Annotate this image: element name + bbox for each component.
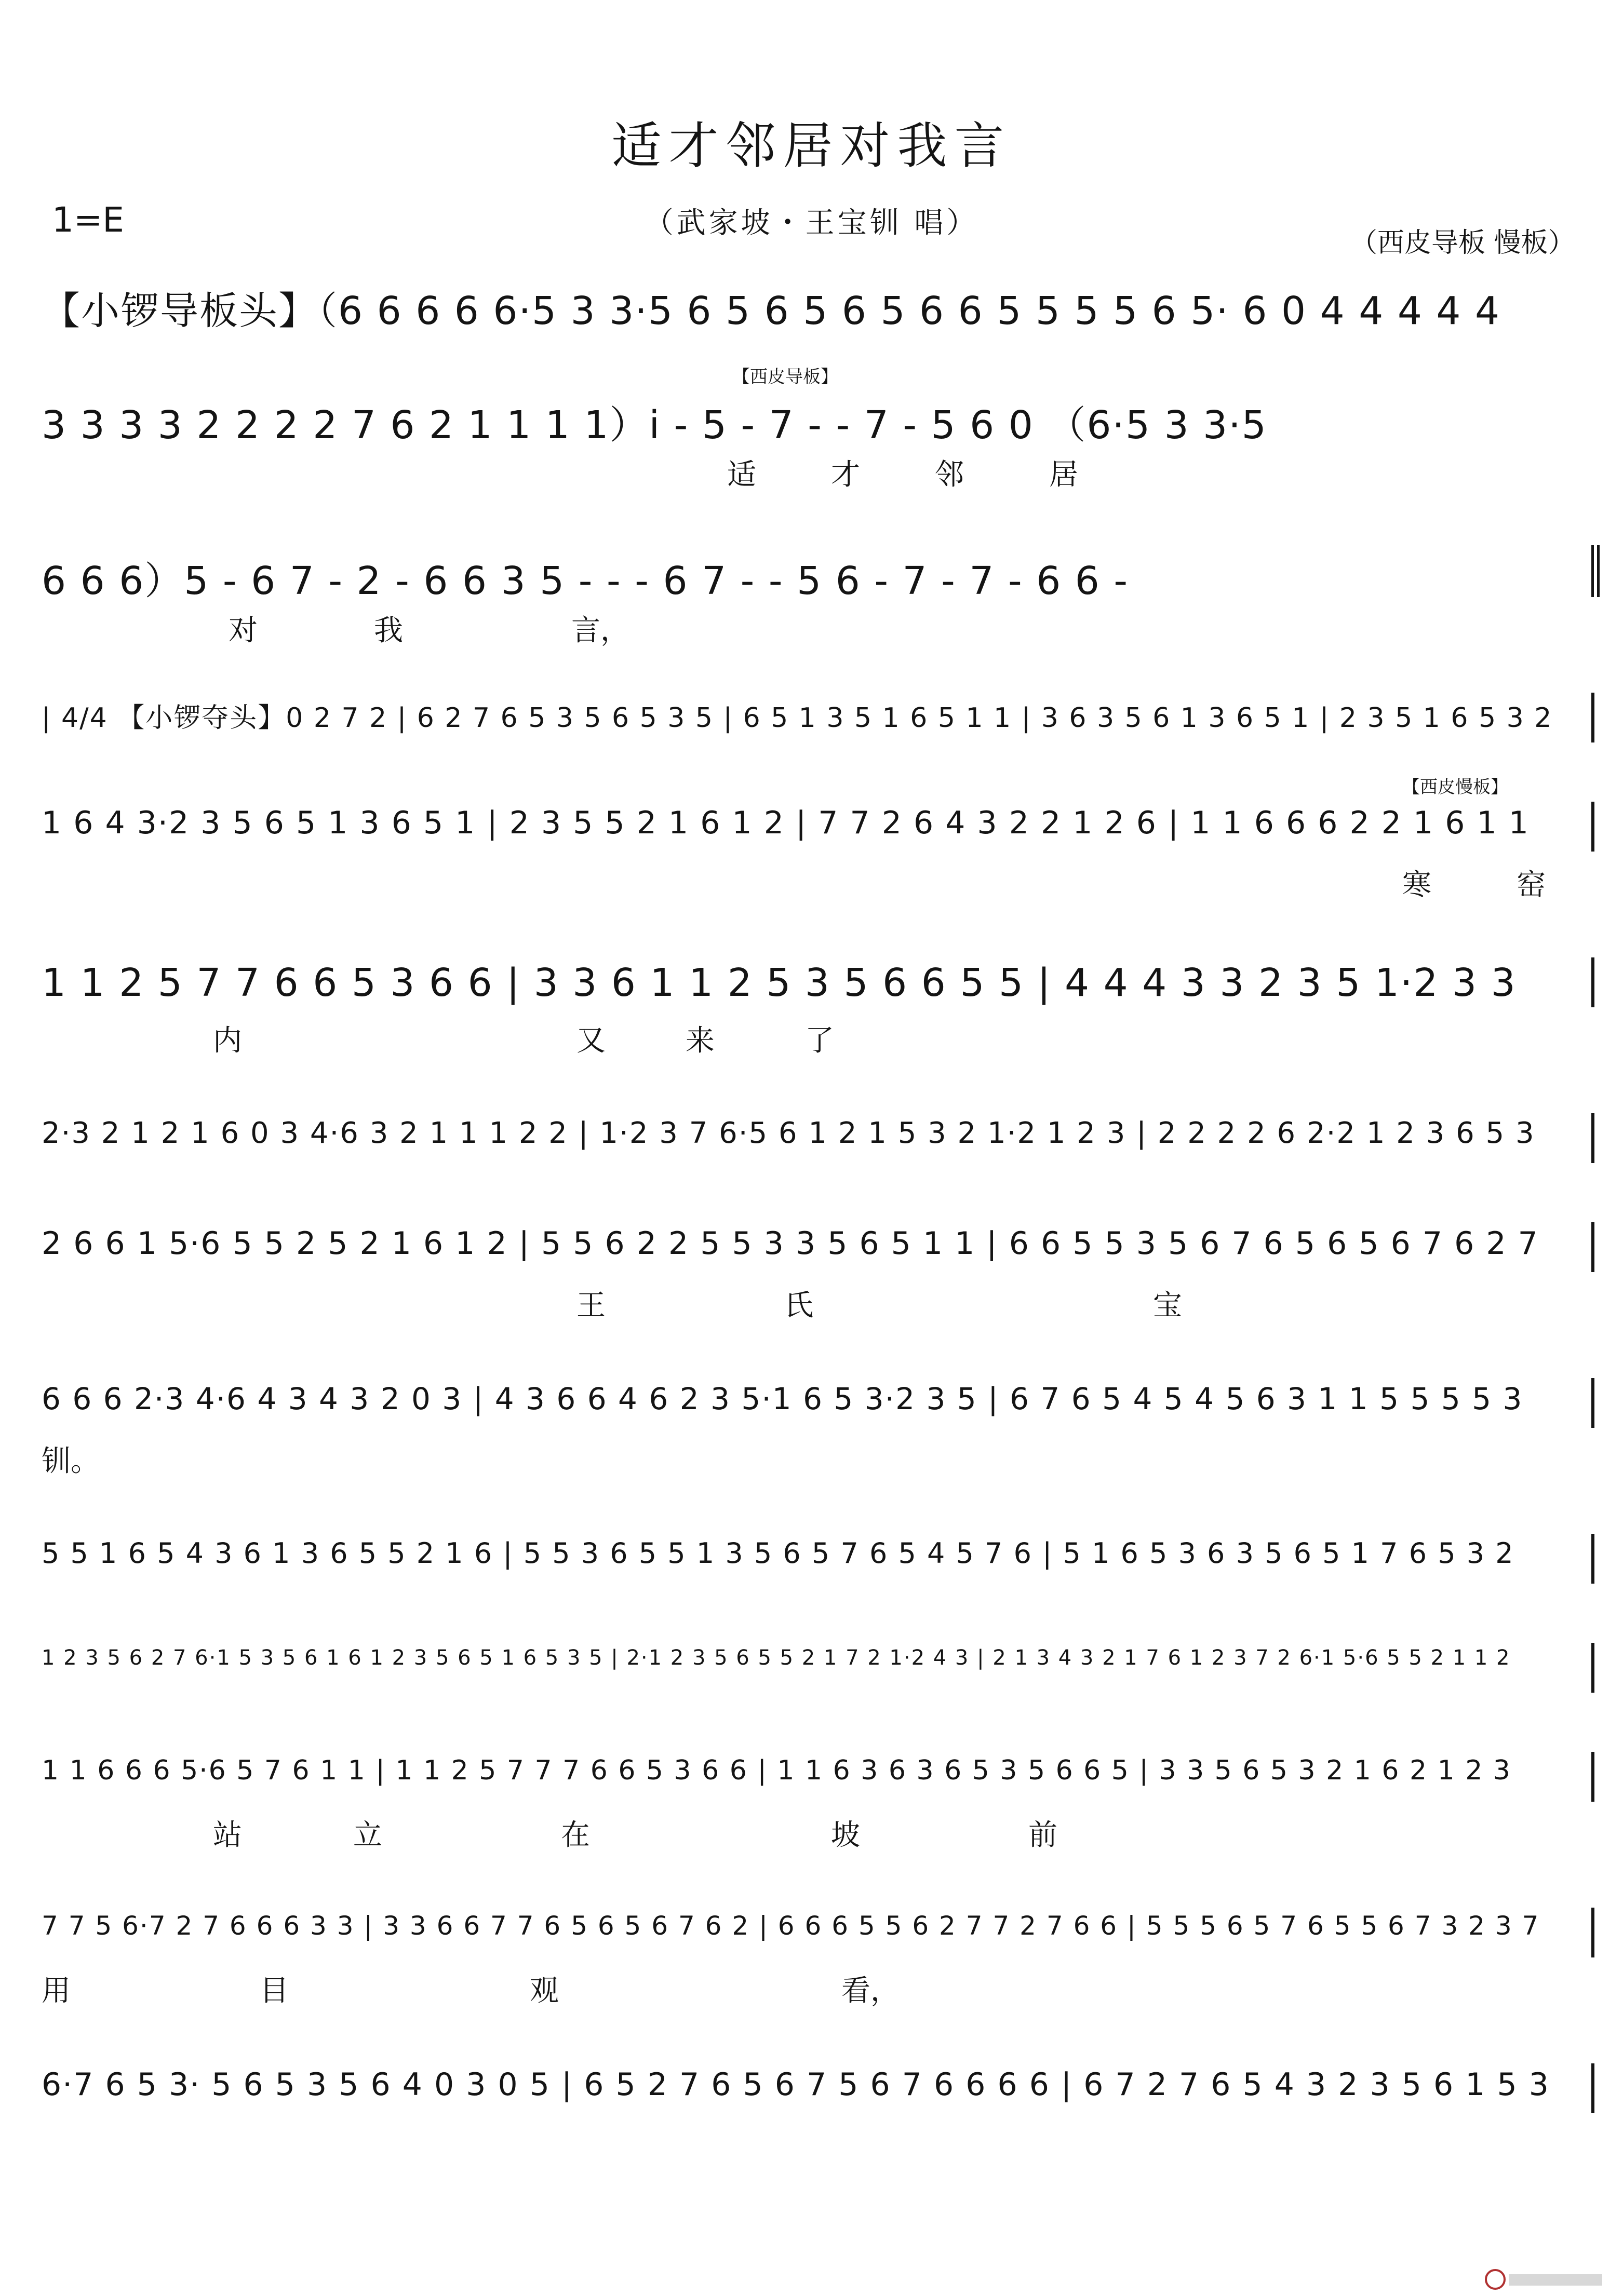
notation-line: 3 3 3 3 2 2 2 2 7 6 2 1 1 1 1）i̇ - 5 - 7 - - 7 - 5 6 0 （6·5 3 3·5 [42, 403, 1267, 448]
lyric-word: 言， [571, 614, 629, 647]
lyric-word: 王 [576, 1289, 606, 1322]
lyric-word: 来 [686, 1024, 715, 1058]
lyric-word: 内 [213, 1024, 242, 1058]
notation-line: 6 6 6 2·3 4·6 4 3 4 3 2 0 3 | 4 3 6 6 4 6 2 3 5·1 6 5 3·2 3 5 | 6 7 6 5 4 5 4 5 6 3 1 1 5 5 5 5 3 [42, 1381, 1523, 1416]
notation-line: 6 6 6）5 - 6 7 - 2 - 6 6 3 5 - - - 6 7 - - 5 6 - 7 - 7 - 6 6 - [42, 559, 1129, 603]
lyrics-line [42, 452, 1589, 492]
notation-line: 1 1 6 6 6 5·6 5 7 6 1 1 | 1 1 2 5 7 7 7 6 6 5 3 6 6 | 1 1 6 3 6 3 6 5 3 5 6 6 5 | 3 3 5 6 5 3 2 1 6 2 1 2 3 [42, 1755, 1511, 1786]
notation-line: 5 5 1 6 5 4 3 6 1 3 6 5 5 2 1 6 | 5 5 3 6 5 5 1 3 5 6 5 7 6 5 4 5 7 6 | 5 1 6 5 3 6 3 5 6 5 1 7 6 5 3 2 [42, 1537, 1514, 1570]
lyric-word: 坡 [831, 1818, 860, 1852]
notation-line: 1 1 2 5 7 7 6 6 5 3 6 6 | 3 3 6 1 1 2 5 3 5 6 6 5 5 | 4 4 4 3 3 2 3 5 1·2 3 3 [42, 961, 1517, 1005]
barline [1591, 1222, 1594, 1272]
barline [1591, 2063, 1594, 2113]
lyric-word: 立 [353, 1818, 382, 1852]
lyric-word: 观 [530, 1974, 559, 2008]
final-barline [1591, 545, 1600, 597]
lyrics-line [42, 1438, 1589, 1478]
section-label: 【西皮导板】 [732, 367, 838, 387]
notation-line: 6·7 6 5 3· 5 6 5 3 5 6 4 0 3 0 5 | 6 5 2 7 6 5 6 7 5 6 7 6 6 6 6 | 6 7 2 7 6 5 4 3 2 3 5 6 1 5 3 [42, 2067, 1550, 2103]
notation-line: 7 7 5 6·7 2 7 6 6 6 3 3 | 3 3 6 6 7 7 6 5 6 5 6 7 6 2 | 6 6 6 5 5 6 2 7 7 2 7 6 6 | 5 5 5 6 5 7 6 5 5 6 7 3 2 3 7 [42, 1911, 1540, 1941]
lyric-word: 氏 [784, 1289, 813, 1322]
notation-line: | 4/4 【小锣夺头】0 2 7 2 | 6 2 7 6 5 3 5 6 5 3 5 | 6 5 1 3 5 1 6 5 1 1 | 3 6 3 5 6 1 3 6 5 1 | 2 3 5 1 6 5 3 2 [42, 703, 1553, 734]
barline [1591, 1113, 1594, 1163]
barline [1591, 957, 1594, 1007]
tempo-marking: （西皮导板 慢板） [1350, 227, 1575, 259]
lyric-word: 宝 [1153, 1289, 1182, 1322]
watermark-logo [1483, 2267, 1607, 2292]
lyric-word: 又 [576, 1024, 606, 1058]
lyric-word: 才 [831, 458, 860, 492]
lyric-word: 寒 [1402, 868, 1431, 902]
barline [1591, 802, 1594, 852]
subtitle: （武家坡・王宝钏 唱） [644, 206, 979, 240]
lyrics-line [42, 1968, 1589, 2008]
notation-line: 2 6 6 1 5·6 5 5 2 5 2 1 6 1 2 | 5 5 6 2 2 5 5 3 3 5 6 5 1 1 | 6 6 5 5 3 5 6 7 6 5 6 5 6 7 6 2 7 [42, 1225, 1539, 1262]
page-title: 适才邻居对我言 [611, 117, 1012, 175]
lyric-word: 站 [213, 1818, 242, 1852]
barline [1591, 1752, 1594, 1802]
section-label: 【西皮慢板】 [1402, 777, 1508, 798]
lyric-word: 看， [841, 1974, 900, 2008]
lyric-word: 用 [42, 1974, 71, 2008]
lyric-word: 在 [561, 1818, 590, 1852]
lyric-word: 了 [805, 1024, 834, 1058]
lyrics-line [42, 1282, 1589, 1322]
lyric-word: 窑 [1517, 868, 1546, 902]
lyric-word: 对 [229, 614, 258, 647]
lyrics-line [42, 1018, 1589, 1058]
lyric-word: 钏。 [42, 1444, 100, 1478]
lyric-word: 邻 [935, 458, 964, 492]
notation-line: 【小锣导板头】（6 6 6 6 6·5 3 3·5 6 5 6 5 6 5 6 6 5 5 5 5 6 5· 6 0 4 4 4 4 4 [42, 289, 1501, 333]
lyrics-line [42, 862, 1589, 902]
barline [1591, 693, 1594, 742]
lyrics-line [42, 1812, 1589, 1852]
lyric-word: 目 [260, 1974, 289, 2008]
lyric-word: 前 [1028, 1818, 1057, 1852]
barline [1591, 1908, 1594, 1957]
lyric-word: 居 [1049, 458, 1078, 492]
lyrics-line [42, 607, 1589, 647]
lyric-word: 我 [374, 614, 403, 647]
key-signature: 1=E [52, 200, 124, 240]
barline [1591, 1378, 1594, 1428]
notation-line: 2·3 2 1 2 1 6 0 3 4·6 3 2 1 1 1 2 2 | 1·2 3 7 6·5 6 1 2 1 5 3 2 1·2 1 2 3 | 2 2 2 2 6 2·2 1 2 3 6 5 3 [42, 1116, 1535, 1150]
notation-line: 1 2 3 5 6 2 7 6·1 5 3 5 6 1 6 1 2 3 5 6 5 1 6 5 3 5 | 2·1 2 3 5 6 5 5 2 1 7 2 1·2 4 3 | 2 1 3 4 3 2 1 7 6 1 2 3 7 2 6·1 5·6 5 5 2 1 1 2 [42, 1646, 1511, 1670]
lyric-word: 适 [727, 458, 756, 492]
barline [1591, 1534, 1594, 1584]
barline [1591, 1643, 1594, 1693]
notation-line: 1 6 4 3·2 3 5 6 5 1 3 6 5 1 | 2 3 5 5 2 1 6 1 2 | 7 7 2 6 4 3 2 2 1 2 6 | 1 1 6 6 6 2 2 1 6 1 1 [42, 805, 1530, 841]
